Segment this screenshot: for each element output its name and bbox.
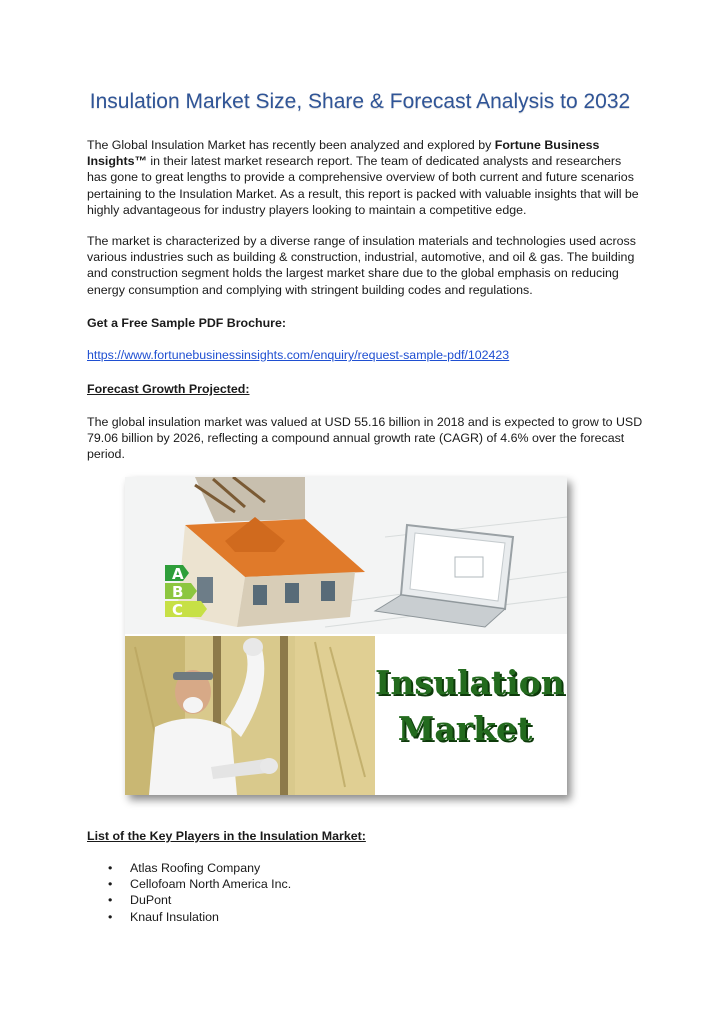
list-item: • DuPont — [108, 892, 291, 908]
intro-paragraph — [87, 137, 643, 218]
banner-title — [375, 660, 565, 752]
market-paragraph: The market is characterized by a diverse range of insulation materials and technologies used across various industries such as building & construction, industrial, automotive, and oil & gas. The building and construction segment holds the largest market share due to the global emphasis on reducing energy consumption and complying with stringent building codes and regulations. — [87, 234, 636, 297]
brand-name: Fortune Business Insights™ — [87, 138, 600, 169]
insulation-banner-image — [125, 477, 567, 795]
forecast-paragraph: The global insulation market was valued at USD 55.16 billion in 2018 and is expected to grow to USD 79.06 billion by 2026, reflecting a compound annual growth rate (CAGR) of 4.6% over the forecast period. — [87, 415, 643, 462]
sample-pdf-link[interactable]: https://www.fortunebusinessinsights.com/enquiry/request-sample-pdf/102423 — [87, 348, 510, 362]
intro-text-after: in their latest market research report. The team of dedicated analysts and researchers has gone to great lengths to provide a comprehensive overview of both current and future scenarios pertaining to the Insulation Market. As a result, this report is packed with valuable insights that will be highly advantageous for industry players looking to maintain a competitive edge. — [87, 154, 639, 217]
banner-title-line2: Market — [397, 709, 533, 748]
key-players-list — [108, 860, 291, 925]
sample-link-line — [87, 347, 643, 363]
forecast-heading: Forecast Growth Projected: — [87, 382, 250, 396]
page-title: Insulation Market Size, Share & Forecast Analysis to 2032 — [89, 90, 631, 113]
intro-text-before: The Global Insulation Market has recently been analyzed and explored by — [87, 138, 495, 152]
energy-label-b: B — [172, 583, 184, 601]
worker-illustration — [125, 635, 375, 795]
list-item: • Cellofoam North America Inc. — [108, 876, 291, 892]
energy-label-a: A — [172, 565, 184, 583]
list-item: • Knauf Insulation — [108, 909, 291, 925]
energy-label-c: C — [172, 601, 184, 619]
list-item: • Atlas Roofing Company — [108, 860, 291, 876]
players-heading: List of the Key Players in the Insulation Market: — [87, 829, 366, 843]
sample-heading: Get a Free Sample PDF Brochure: — [87, 316, 286, 330]
banner-title-line1: Insulation — [375, 663, 565, 702]
